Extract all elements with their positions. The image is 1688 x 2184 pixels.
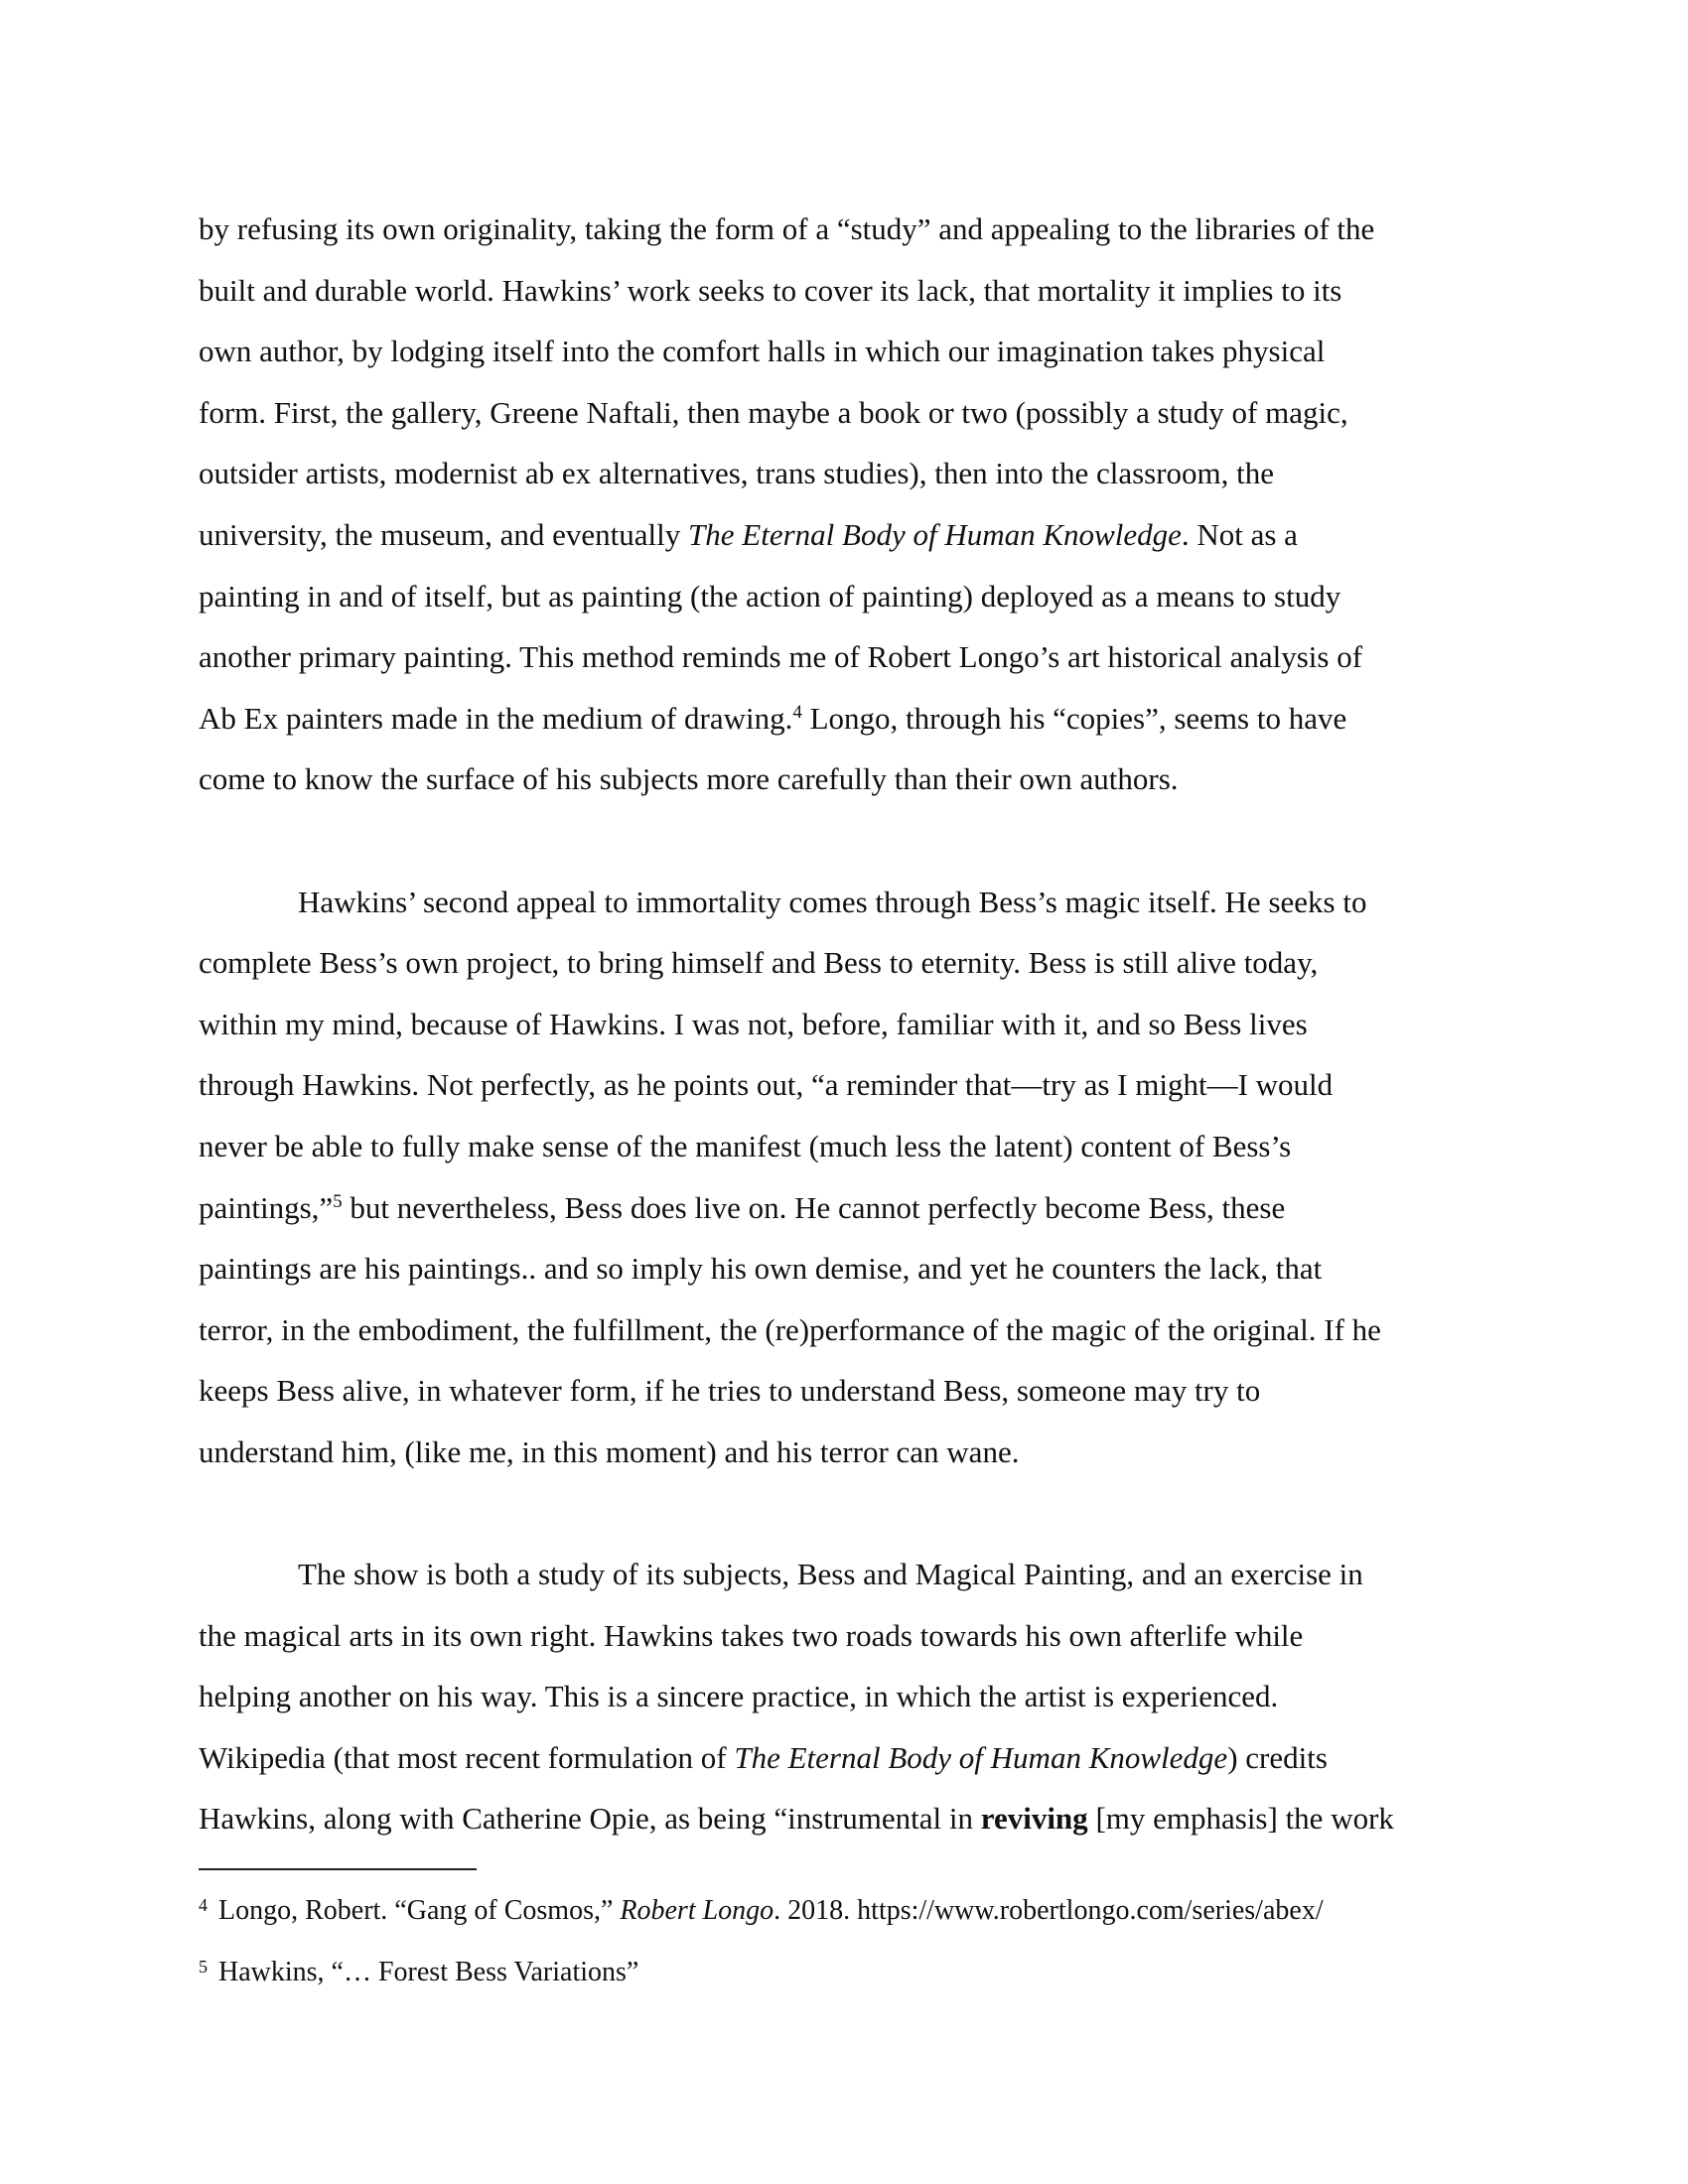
text-run: Ab Ex painters made in the medium of drawing. bbox=[199, 700, 793, 736]
text-run: ) credits bbox=[1227, 1739, 1328, 1775]
paragraph-line: own author, by lodging itself into the comfort halls in which our imagination takes physical bbox=[199, 334, 1326, 369]
footnote-number: 5 bbox=[199, 1957, 208, 1977]
footnote-number: 4 bbox=[199, 1895, 208, 1915]
text-run: Hawkins’ second appeal to immortality comes through Bess’s magic itself. He seeks to bbox=[298, 884, 1367, 919]
paragraph-line: form. First, the gallery, Greene Naftali, then maybe a book or two (possibly a study of magic, bbox=[199, 394, 1348, 430]
text-run: Wikipedia (that most recent formulation of bbox=[199, 1739, 735, 1775]
paragraph-line bbox=[199, 504, 1489, 566]
book-title-italic: The Eternal Body of Human Knowledge bbox=[734, 1739, 1228, 1775]
footnote-ref-4[interactable]: 4 bbox=[792, 701, 802, 723]
text-run: but nevertheless, Bess does live on. He cannot perfectly become Bess, these bbox=[342, 1189, 1286, 1225]
footnote-separator bbox=[199, 1868, 477, 1870]
text-run: The show is both a study of its subjects, Bess and Magical Painting, and an exercise in bbox=[298, 1557, 1363, 1592]
emphasis-bold: reviving bbox=[980, 1801, 1088, 1837]
footnote-5 bbox=[199, 1943, 1489, 2004]
footnote-text: Longo, Robert. “Gang of Cosmos,” bbox=[211, 1895, 621, 1926]
footnote-text: Hawkins, “… Forest Bess Variations” bbox=[211, 1957, 639, 1987]
footnote-ref-5[interactable]: 5 bbox=[333, 1190, 343, 1212]
paragraph-line: built and durable world. Hawkins’ work seeks to cover its lack, that mortality it implies to its bbox=[199, 272, 1342, 308]
paragraph-line: through Hawkins. Not perfectly, as he points out, “a reminder that—try as I might—I would bbox=[199, 1067, 1334, 1103]
paragraph-line: complete Bess’s own project, to bring himself and Bess to eternity. Bess is still alive today, bbox=[199, 945, 1319, 981]
paragraph-line: outsider artists, modernist ab ex alternatives, trans studies), then into the classroom, the bbox=[199, 456, 1275, 491]
paragraph-line: understand him, (like me, in this moment) and his terror can wane. bbox=[199, 1433, 1020, 1469]
paragraph-line: within my mind, because of Hawkins. I was not, before, familiar with it, and so Bess lives bbox=[199, 1006, 1308, 1041]
footnotes bbox=[199, 1881, 1489, 2004]
paragraph-line: keeps Bess alive, in whatever form, if he tries to understand Bess, someone may try to bbox=[199, 1373, 1261, 1409]
paragraph-line bbox=[199, 1177, 1489, 1239]
paragraph-line: the magical arts in its own right. Hawkins takes two roads towards his own afterlife while bbox=[199, 1617, 1304, 1653]
paragraph-2 bbox=[199, 872, 1489, 1483]
paragraph-line bbox=[199, 688, 1489, 750]
footnote-4 bbox=[199, 1881, 1489, 1943]
footnote-url[interactable]: . 2018. https://www.robertlongo.com/series/abex/ bbox=[774, 1895, 1324, 1926]
footnote-italic: Robert Longo bbox=[620, 1895, 774, 1926]
paragraph-line bbox=[199, 1544, 1489, 1605]
paragraph-line: helping another on his way. This is a sincere practice, in which the artist is experienced. bbox=[199, 1679, 1279, 1714]
text-run: Hawkins, along with Catherine Opie, as being “instrumental in bbox=[199, 1801, 981, 1837]
text-run: university, the museum, and eventually bbox=[199, 516, 689, 552]
paragraph-line: terror, in the embodiment, the fulfillment, the (re)performance of the magic of the original. If he bbox=[199, 1311, 1381, 1347]
paragraph-line: paintings are his paintings.. and so imply his own demise, and yet he counters the lack, that bbox=[199, 1251, 1323, 1287]
paragraph-line bbox=[199, 1788, 1489, 1849]
text-run: paintings,” bbox=[199, 1189, 334, 1225]
text-run: . Not as a bbox=[1181, 516, 1298, 552]
paragraph-line: come to know the surface of his subjects more carefully than their own authors. bbox=[199, 761, 1179, 797]
paragraph-line: never be able to fully make sense of the manifest (much less the latent) content of Bess’s bbox=[199, 1128, 1292, 1163]
paragraph-line bbox=[199, 1727, 1489, 1789]
paragraph-line: painting in and of itself, but as painting (the action of painting) deployed as a means to study bbox=[199, 578, 1341, 614]
paragraph-3 bbox=[199, 1544, 1489, 1849]
text-run: [my emphasis] the work bbox=[1087, 1801, 1394, 1837]
paragraph-line: another primary painting. This method reminds me of Robert Longo’s art historical analysis of bbox=[199, 639, 1363, 675]
paragraph-line bbox=[199, 872, 1489, 933]
paragraph-1 bbox=[199, 199, 1489, 810]
book-title-italic: The Eternal Body of Human Knowledge bbox=[688, 516, 1182, 552]
paragraph-line: by refusing its own originality, taking the form of a “study” and appealing to the libraries of the bbox=[199, 211, 1375, 246]
text-run: Longo, through his “copies”, seems to have bbox=[801, 700, 1347, 736]
body-text bbox=[199, 199, 1489, 1849]
